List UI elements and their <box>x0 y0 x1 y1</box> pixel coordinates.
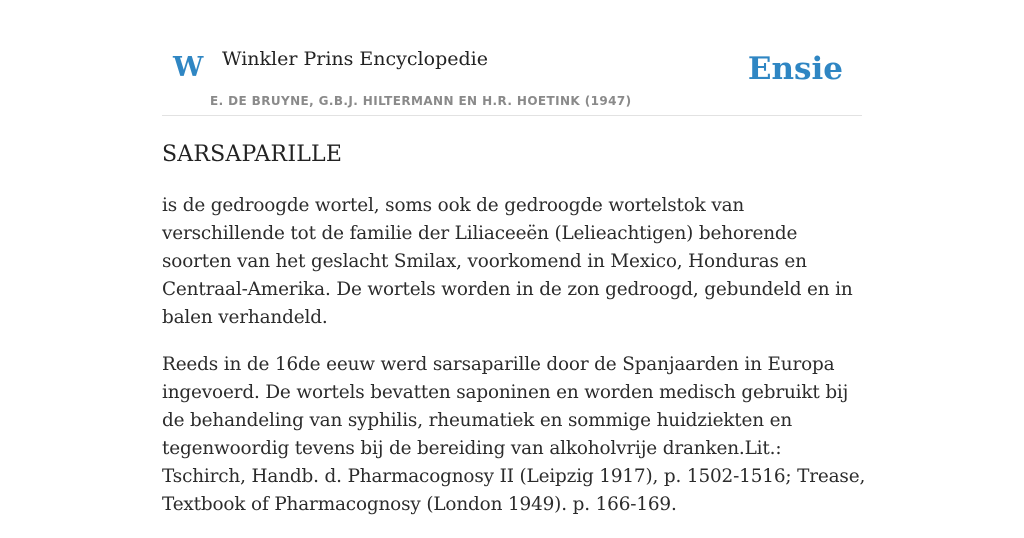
entry-paragraph: Reeds in de 16de eeuw werd sarsaparille door de Spanjaarden in Europa ingevoerd. De wortels bevatten saponinen en worden medisch gebruikt bij de behandeling van syphilis, rheumatiek en sommige huidziekten en tegenwoordig tevens bij de bereiding van alkoholvrije dranken.Lit.: Tschirch, Handb. d. Pharmacognosy II (Leipzig 1917), p. 1502-1516; Trease, Textbook of Pharmacognosy (London 1949). p. 166-169. <box>162 354 866 515</box>
publication-title[interactable]: Winkler Prins Encyclopedie <box>222 48 488 70</box>
publication-authors: E. DE BRUYNE, G.B.J. HILTERMANN EN H.R. HOETINK (1947) <box>210 94 632 108</box>
entry-title: SARSAPARILLE <box>162 142 343 167</box>
entry-body <box>162 192 868 538</box>
entry-paragraph: is de gedroogde wortel, soms ook de gedroogde wortelstok van verschillende tot de familie der Liliaceeën (Lelieachtigen) behorende soorten van het geslacht Smilax, voorkomend in Mexico, Honduras en Centraal-Amerika. De wortels worden in de zon gedroogd, gebundeld en in balen verhandeld. <box>162 195 853 328</box>
ensie-logo[interactable]: Ensie <box>747 51 843 87</box>
winkler-prins-logo[interactable]: W <box>173 52 204 83</box>
header <box>162 40 862 116</box>
